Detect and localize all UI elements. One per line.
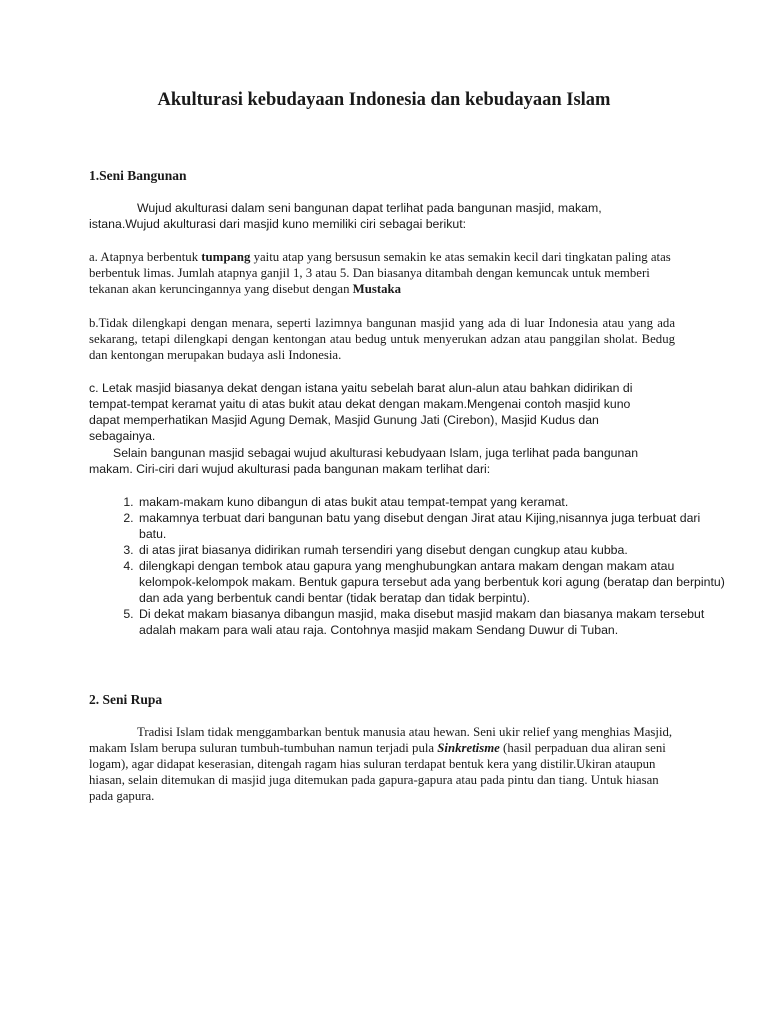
list-item: 4. dilengkapi dengan tembok atau gapura yang menghubungkan antara makam dengan makam atau kelompok-kelompok makam. Bentuk gapura tersebut ada yang berbentuk kori agung (beratap dan berpintu) dan ada yang berbentuk candi bentar (tidak beratap dan tidak berpintu). (137, 558, 727, 606)
list-item: 2. makamnya terbuat dari bangunan batu yang disebut dengan Jirat atau Kijing,nisannya juga terbuat dari batu. (137, 510, 727, 542)
paragraph-point-b: b.Tidak dilengkapi dengan menara, seperti lazimnya bangunan masjid yang ada di luar Indonesia atau yang ada sekarang, tetapi dilengkapi dengan kentongan atau bedug untuk menyerukan adzan atau panggilan sholat. Bedug dan kentongan merupakan budaya asli Indonesia. (89, 316, 675, 362)
section-heading-seni-bangunan: 1.Seni Bangunan (89, 168, 187, 183)
document-title: Akulturasi kebudayaan Indonesia dan kebudayaan Islam (157, 90, 611, 110)
paragraph-point-a (89, 249, 681, 297)
paragraph-intro: Wujud akulturasi dalam seni bangunan dapat terlihat pada bangunan masjid, makam, istana.Wujud akulturasi dari masjid kuno memiliki ciri sebagai berikut: (89, 201, 602, 231)
paragraph-makam-intro: Selain bangunan masjid sebagai wujud akulturasi kebudyaan Islam, juga terlihat pada bangunan makam. Ciri-ciri dari wujud akulturasi pada bangunan makam terlihat dari: (89, 446, 639, 476)
list-item: 3. di atas jirat biasanya didirikan rumah tersendiri yang disebut dengan cungkup atau kubba. (137, 542, 727, 558)
list-item: 5. Di dekat makam biasanya dibangun masjid, maka disebut masjid makam dan biasanya makam tersebut adalah makam para wali atau raja. Contohnya masjid makam Sendang Duwur di Tuban. (137, 606, 727, 638)
seni-rupa-sinkretisme: Sinkretisme (437, 741, 500, 755)
seni-rupa-text-1: Tradisi Islam tidak menggambarkan bentuk manusia atau hewan. Seni ukir relief yang menghias Masjid, makam Islam berupa suluran tumbuh-tumbuhan namun terjadi pula (89, 725, 673, 755)
section-heading-seni-rupa: 2. Seni Rupa (89, 692, 163, 707)
makam-characteristics-list (89, 494, 727, 638)
list-item: 1. makam-makam kuno dibangun di atas bukit atau tempat-tempat yang keramat. (137, 494, 727, 510)
point-a-text-1: a. Atapnya berbentuk (89, 250, 202, 264)
paragraph-point-c: c. Letak masjid biasanya dekat dengan istana yaitu sebelah barat alun-alun atau bahkan didirikan di tempat-tempat keramat yaitu di atas bukit atau dekat dengan makam.Mengenai contoh masjid kuno dapat memperhatikan Masjid Agung Demak, Masjid Gunung Jati (Cirebon), Masjid Kudus dan sebagainya. (89, 381, 633, 443)
seni-rupa-text-2: (hasil perpaduan dua aliran seni logam), agar didapat keserasian, ditengah ragam hias suluran terdapat bentuk kera yang distilir.Ukiran ataupun hiasan, selain ditemukan di masjid juga ditemukan pada gapura-gapura atau pada pintu dan tiang. Untuk hiasan pada gapura. (89, 741, 666, 803)
point-a-bold-tumpang: tumpang (201, 250, 251, 264)
paragraph-seni-rupa (89, 724, 677, 804)
point-a-text-2: yaitu atap yang bersusun semakin ke atas semakin kecil dari tingkatan paling atas berbentuk limas. Jumlah atapnya ganjil 1, 3 atau 5. Dan biasanya ditambah dengan kemuncak untuk memberi tekanan akan keruncingannya yang disebut dengan (89, 250, 671, 296)
point-a-bold-mustaka: Mustaka (352, 282, 402, 296)
